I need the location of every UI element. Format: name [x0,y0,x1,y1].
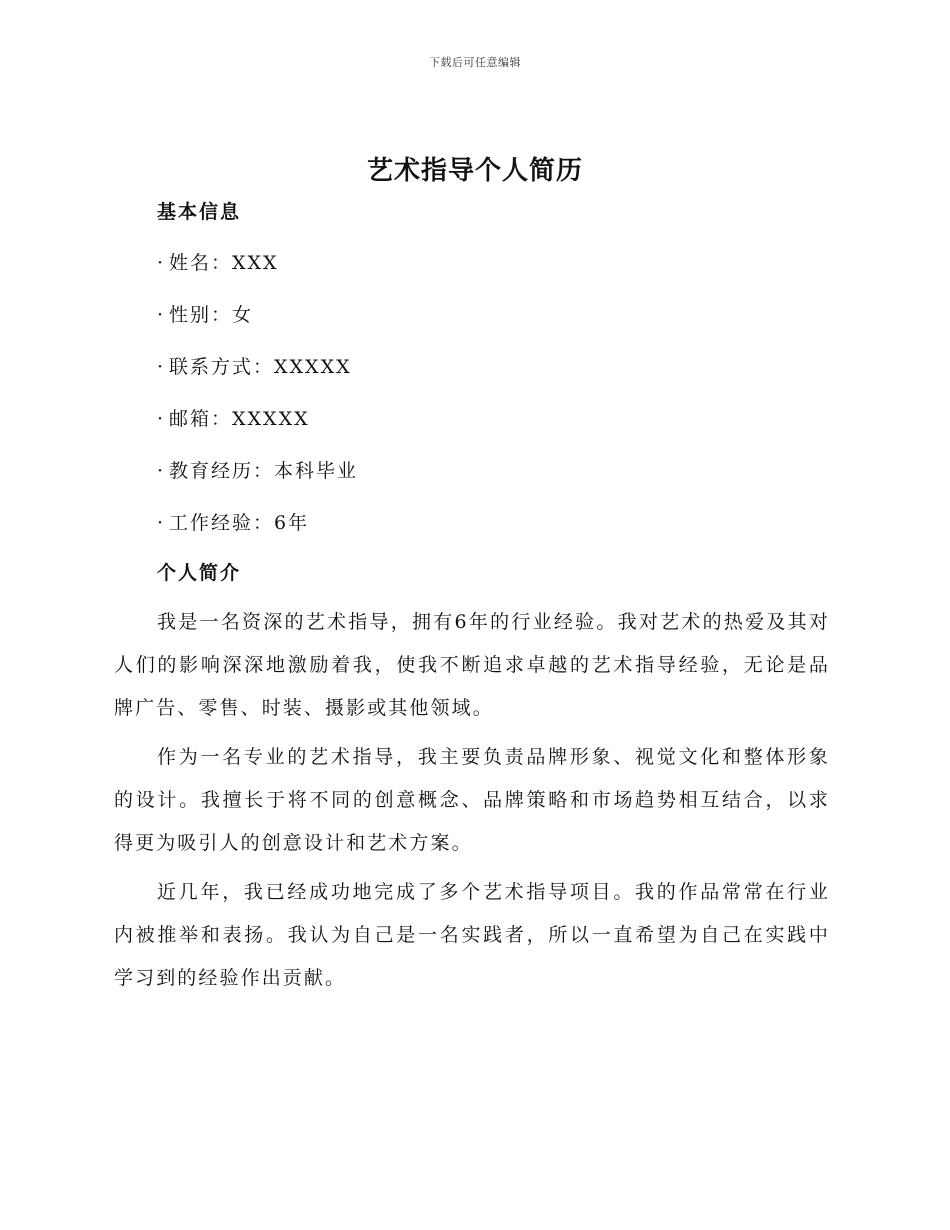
bullet-icon: · [157,252,166,274]
bullet-icon: · [157,356,166,378]
basic-info-list [114,247,830,539]
document-title: 艺术指导个人简历 [366,156,583,186]
info-item-email [157,403,830,435]
profile-paragraph: 我是一名资深的艺术指导，拥有6年的行业经验。我对艺术的热爱及其对人们的影响深深地激励着我，使我不断追求卓越的艺术指导经验，无论是品牌广告、零售、时装、摄影或其他领域。 [114,611,830,719]
info-text: 性别：女 [169,304,254,326]
info-item-experience [157,507,830,539]
info-text: 邮箱：XXXXX [169,408,310,430]
bullet-icon: · [157,460,166,482]
header-note: 下载后可任意编辑 [429,56,521,69]
info-item-contact [157,351,830,383]
profile-paragraph: 作为一名专业的艺术指导，我主要负责品牌形象、视觉文化和整体形象的设计。我擅长于将不同的创意概念、品牌策略和市场趋势相互结合，以求得更为吸引人的创意设计和艺术方案。 [114,746,830,854]
info-item-gender [157,299,830,331]
section-heading-basic-info: 基本信息 [157,201,242,223]
bullet-icon: · [157,304,166,326]
info-text: 姓名：XXX [169,252,279,274]
resume-content [114,196,830,1000]
bullet-icon: · [157,512,166,534]
profile-paragraph: 近几年，我已经成功地完成了多个艺术指导项目。我的作品常常在行业内被推举和表扬。我认为自己是一名实践者，所以一直希望为自己在实践中学习到的经验作出贡献。 [114,881,830,989]
info-text: 工作经验：6年 [169,512,310,534]
bullet-icon: · [157,408,166,430]
info-text: 教育经历：本科毕业 [169,460,359,482]
info-text: 联系方式：XXXXX [169,356,352,378]
section-heading-profile: 个人简介 [157,562,242,584]
info-item-name [157,247,830,279]
info-item-education [157,455,830,487]
